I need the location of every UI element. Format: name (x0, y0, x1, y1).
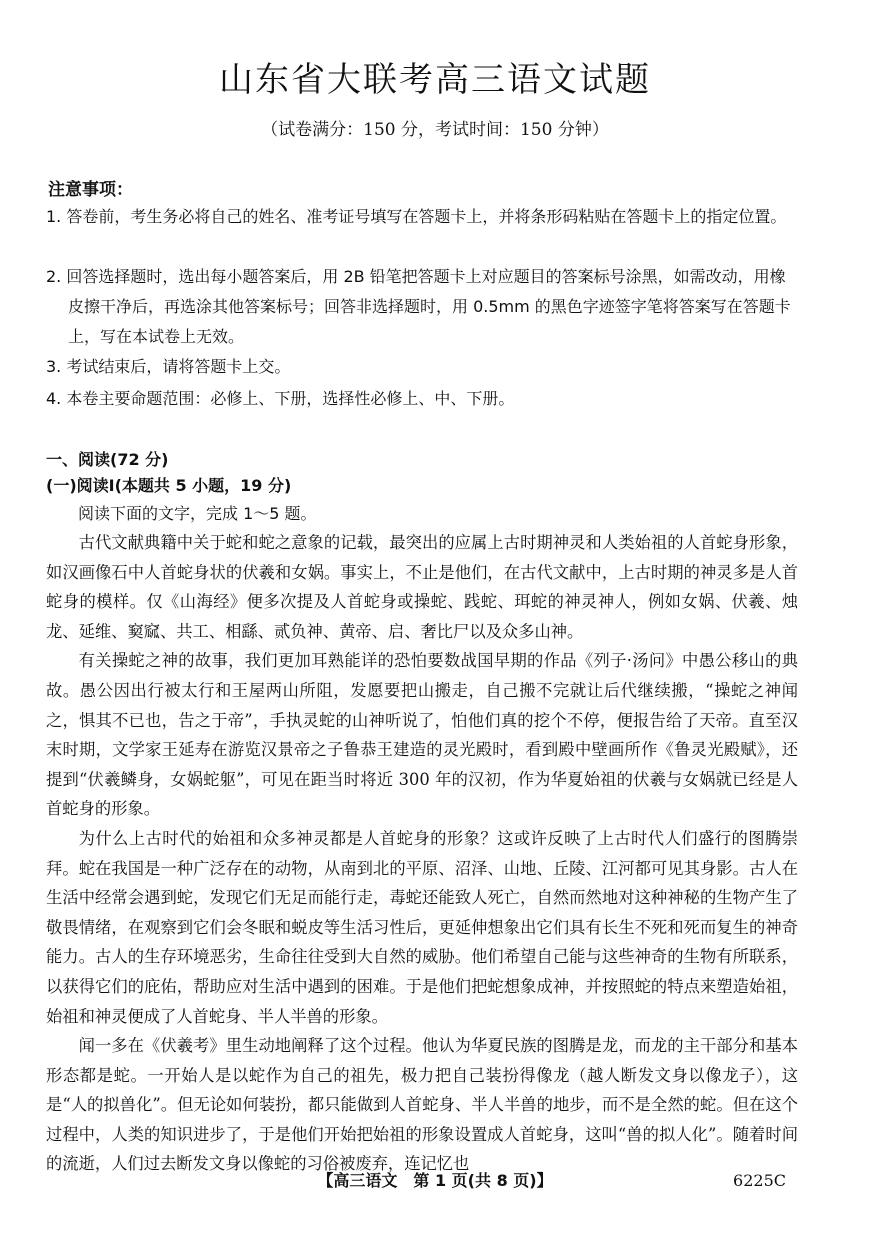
section-heading: 一、阅读(72 分) (46, 450, 169, 469)
subsection-heading: (一)阅读Ⅰ(本题共 5 小题，19 分) (46, 476, 292, 495)
paper-code: 6225C (733, 1171, 786, 1190)
page-number: 【高三语文 第 1 页(共 8 页)】 (317, 1171, 553, 1190)
note-item-1 (46, 202, 798, 232)
passage-paragraph-2: 有关操蛇之神的故事，我们更加耳熟能详的恐怕要数战国早期的作品《列子·汤问》中愚公移山的典故。愚公因出行被太行和王屋两山所阻，发愿要把山搬走，自己搬不完就让后代继续搬，“操蛇之神闻之，惧其不已也，告之于帝”，手执灵蛇的山神听说了，怕他们真的挖个不停，便报告给了天帝。直至汉末时期，文学家王延寿在游览汉景帝之子鲁恭王建造的灵光殿时，看到殿中壁画所作《鲁灵光殿赋》，还提到“伏羲鳞身，女娲蛇躯”，可见在距当时将近 300 年的汉初，作为华夏始祖的伏羲与女娲就已经是人首蛇身的形象。 (46, 651, 798, 819)
note-item-3 (46, 352, 798, 382)
passage-paragraph-3: 为什么上古时代的始祖和众多神灵都是人首蛇身的形象？这或许反映了上古时代人们盛行的图腾崇拜。蛇在我国是一种广泛存在的动物，从南到北的平原、沼泽、山地、丘陵、江河都可见其身影。古人在生活中经常会遇到蛇，发现它们无足而能行走，毒蛇还能致人死亡，自然而然地对这种神秘的生物产生了敬畏情绪，在观察到它们会冬眠和蜕皮等生活习性后，更延伸想象出它们具有长生不死和死而复生的神奇能力。古人的生存环境恶劣，生命往往受到大自然的威胁。他们希望自己能与这些神奇的生物有所联系，以获得它们的庇佑，帮助应对生活中遇到的困难。于是他们把蛇想象成神，并按照蛇的特点来塑造始祖，始祖和神灵便成了人首蛇身、半人半兽的形象。 (46, 828, 798, 1026)
note-text: 1. 答卷前，考生务必将自己的姓名、准考证号填写在答题卡上，并将条形码粘贴在答题卡上的指定位置。 (46, 207, 787, 226)
passage-paragraph-4: 闻一多在《伏羲考》里生动地阐释了这个过程。他认为华夏民族的图腾是龙，而龙的主干部分和基本形态都是蛇。一开始人是以蛇作为自己的祖先，极力把自己装扮得像龙（越人断发文身以像龙子），这是“人的拟兽化”。但无论如何装扮，都只能做到人首蛇身、半人半兽的地步，而不是全然的蛇。但在这个过程中，人类的知识进步了，于是他们开始把始祖的形象设置成人首蛇身，这叫“兽的拟人化”。随着时间的流逝，人们过去断发文身以像蛇的习俗被废弃，连记忆也 (46, 1036, 798, 1174)
notes-heading: 注意事项： (48, 180, 133, 200)
page-footer (0, 1166, 870, 1196)
note-item-4 (46, 384, 798, 414)
page-title: 山东省大联考高三语文试题 (219, 60, 651, 100)
reading-instruction: 阅读下面的文字，完成 1～5 题。 (78, 504, 317, 523)
exam-info: （试卷满分：150 分，考试时间：150 分钟） (261, 120, 609, 140)
note-text: 3. 考试结束后，请将答题卡上交。 (46, 357, 291, 376)
note-text: 4. 本卷主要命题范围：必修上、下册，选择性必修上、中、下册。 (46, 389, 515, 408)
passage-paragraph-1: 古代文献典籍中关于蛇和蛇之意象的记载，最突出的应属上古时期神灵和人类始祖的人首蛇身形象，如汉画像石中人首蛇身状的伏羲和女娲。事实上，不止是他们，在古代文献中，上古时期的神灵多是人首蛇身的模样。仅《山海经》便多次提及人首蛇身或操蛇、践蛇、珥蛇的神灵神人，例如女娲、伏羲、烛龙、延维、窫窳、共工、相繇、贰负神、黄帝、启、奢比尸以及众多山神。 (46, 533, 798, 641)
note-text: 2. 回答选择题时，选出每小题答案后，用 2B 铅笔把答题卡上对应题目的答案标号涂黑，如需改动，用橡皮擦干净后，再选涂其他答案标号；回答非选择题时，用 0.5mm 的黑色字迹签字笔将答案写在答题卡上，写在本试卷上无效。 (46, 267, 791, 346)
reading-passage (46, 528, 798, 1179)
note-item-2 (46, 262, 798, 352)
